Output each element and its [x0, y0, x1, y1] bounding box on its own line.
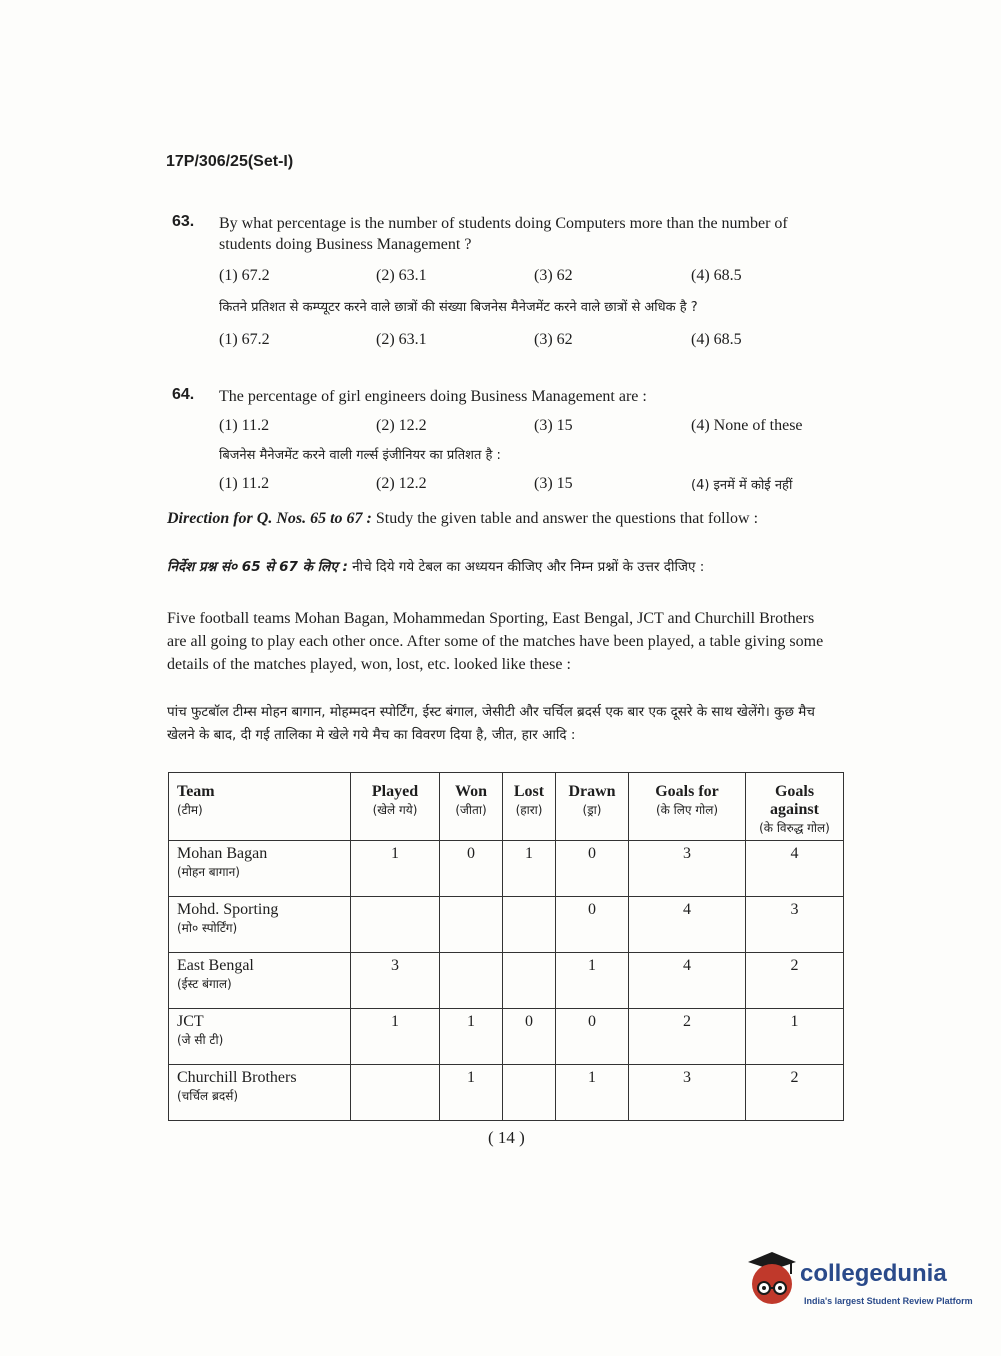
mascot-icon	[744, 1248, 800, 1312]
option-4: (4) 68.5	[691, 267, 742, 284]
question-64	[172, 386, 842, 497]
lost-cell	[503, 897, 556, 953]
lost-cell	[503, 953, 556, 1009]
won-cell: 0	[440, 841, 503, 897]
logo-tagline: India's largest Student Review Platform	[804, 1296, 973, 1306]
header-drawn: Drawn (ड्रा)	[556, 773, 629, 841]
table-row	[169, 1009, 844, 1065]
won-cell	[440, 953, 503, 1009]
option-2: (2) 63.1	[376, 267, 427, 284]
drawn-cell: 0	[556, 841, 629, 897]
header-won: Won (जीता)	[440, 773, 503, 841]
question-text-hi: बिजनेस मैनेजमेंट करने वाली गर्ल्स इंजीनियर का प्रतिशत है :	[219, 448, 501, 463]
passage-en: Five football teams Mohan Bagan, Mohammedan Sporting, East Bengal, JCT and Churchill Brothers are all going to play each other once. After some of the matches have been played, a table giving some details of the matches played, won, lost, etc. looked like these :	[167, 610, 824, 673]
options-hi	[219, 475, 842, 497]
played-cell: 3	[351, 953, 440, 1009]
team-cell: Mohan Bagan (मोहन बागान)	[169, 841, 351, 897]
table-row	[169, 897, 844, 953]
direction-label-hi: निर्देश प्रश्न सं० 65 से 67 के लिए :	[167, 559, 348, 575]
option-4: (4) इनमें में कोई नहीं	[691, 478, 793, 493]
goals-for-cell: 4	[629, 953, 746, 1009]
played-cell: 1	[351, 1009, 440, 1065]
team-cell: JCT (जे सी टी)	[169, 1009, 351, 1065]
logo-name: collegedunia	[800, 1260, 947, 1287]
lost-cell	[503, 1065, 556, 1121]
goals-against-cell: 3	[746, 897, 844, 953]
option-4: (4) None of these	[691, 417, 803, 434]
header-goals-for: Goals for (के लिए गोल)	[629, 773, 746, 841]
question-number: 64.	[172, 386, 195, 403]
goals-against-cell: 2	[746, 1065, 844, 1121]
table-row	[169, 953, 844, 1009]
team-cell: East Bengal (ईस्ट बंगाल)	[169, 953, 351, 1009]
header-goals-against: Goals against (के विरुद्ध गोल)	[746, 773, 844, 841]
option-1: (1) 67.2	[219, 331, 270, 348]
collegedunia-logo	[744, 1248, 974, 1320]
played-cell	[351, 897, 440, 953]
drawn-cell: 1	[556, 1065, 629, 1121]
option-2: (2) 12.2	[376, 417, 427, 434]
won-cell	[440, 897, 503, 953]
option-2: (2) 12.2	[376, 475, 427, 492]
option-3: (3) 15	[534, 475, 573, 492]
football-table	[168, 772, 844, 1121]
direction-text-en: Study the given table and answer the questions that follow :	[371, 510, 759, 527]
question-text-hi: कितने प्रतिशत से कम्प्यूटर करने वाले छात्रों की संख्या बिजनेस मैनेजमेंट करने वाले छात्रों से अधिक है ?	[219, 300, 698, 315]
question-text-en: By what percentage is the number of students doing Computers more than the number of students doing Business Management ?	[219, 215, 788, 253]
table-row	[169, 841, 844, 897]
option-1: (1) 11.2	[219, 475, 270, 492]
lost-cell: 1	[503, 841, 556, 897]
option-3: (3) 62	[534, 331, 573, 348]
page-number: ( 14 )	[488, 1128, 525, 1147]
lost-cell: 0	[503, 1009, 556, 1065]
options-hi	[219, 331, 842, 353]
passage-hi: पांच फुटबॉल टीम्स मोहन बागान, मोहम्मदन स्पोर्टिंग, ईस्ट बंगाल, जेसीटी और चर्चिल ब्रदर्स एक बार एक दूसरे के साथ खेलेंगे। कुछ मैच खेलने के बाद, दी गई तालिका मे खेले गये मैच का विवरण दिया है, जीत, हार आदि :	[167, 704, 815, 743]
won-cell: 1	[440, 1009, 503, 1065]
option-3: (3) 62	[534, 267, 573, 284]
goals-against-cell: 4	[746, 841, 844, 897]
header-lost: Lost (हारा)	[503, 773, 556, 841]
options-en	[219, 417, 842, 439]
option-3: (3) 15	[534, 417, 573, 434]
goals-for-cell: 3	[629, 1065, 746, 1121]
team-cell: Mohd. Sporting (मो० स्पोर्टिंग)	[169, 897, 351, 953]
goals-for-cell: 2	[629, 1009, 746, 1065]
played-cell: 1	[351, 841, 440, 897]
option-1: (1) 11.2	[219, 417, 270, 434]
drawn-cell: 1	[556, 953, 629, 1009]
won-cell: 1	[440, 1065, 503, 1121]
paper-code: 17P/306/25(Set-I)	[166, 153, 294, 170]
table-header-row	[169, 773, 844, 841]
drawn-cell: 0	[556, 1009, 629, 1065]
goals-against-cell: 1	[746, 1009, 844, 1065]
header-team: Team (टीम)	[169, 773, 351, 841]
goals-against-cell: 2	[746, 953, 844, 1009]
question-63	[172, 213, 842, 353]
goals-for-cell: 4	[629, 897, 746, 953]
direction-en	[167, 507, 837, 530]
question-number: 63.	[172, 213, 195, 230]
header-played: Played (खेले गये)	[351, 773, 440, 841]
direction-text-hi: नीचे दिये गये टेबल का अध्ययन कीजिए और निम्न प्रश्नों के उत्तर दीजिए :	[347, 559, 705, 575]
option-2: (2) 63.1	[376, 331, 427, 348]
drawn-cell: 0	[556, 897, 629, 953]
played-cell	[351, 1065, 440, 1121]
goals-for-cell: 3	[629, 841, 746, 897]
direction-hi	[167, 556, 837, 579]
direction-label-en: Direction for Q. Nos. 65 to 67 :	[167, 510, 372, 527]
team-cell: Churchill Brothers (चर्चिल ब्रदर्स)	[169, 1065, 351, 1121]
options-en	[219, 267, 842, 289]
table-row	[169, 1065, 844, 1121]
question-text-en: The percentage of girl engineers doing Business Management are :	[219, 388, 647, 405]
option-4: (4) 68.5	[691, 331, 742, 348]
option-1: (1) 67.2	[219, 267, 270, 284]
